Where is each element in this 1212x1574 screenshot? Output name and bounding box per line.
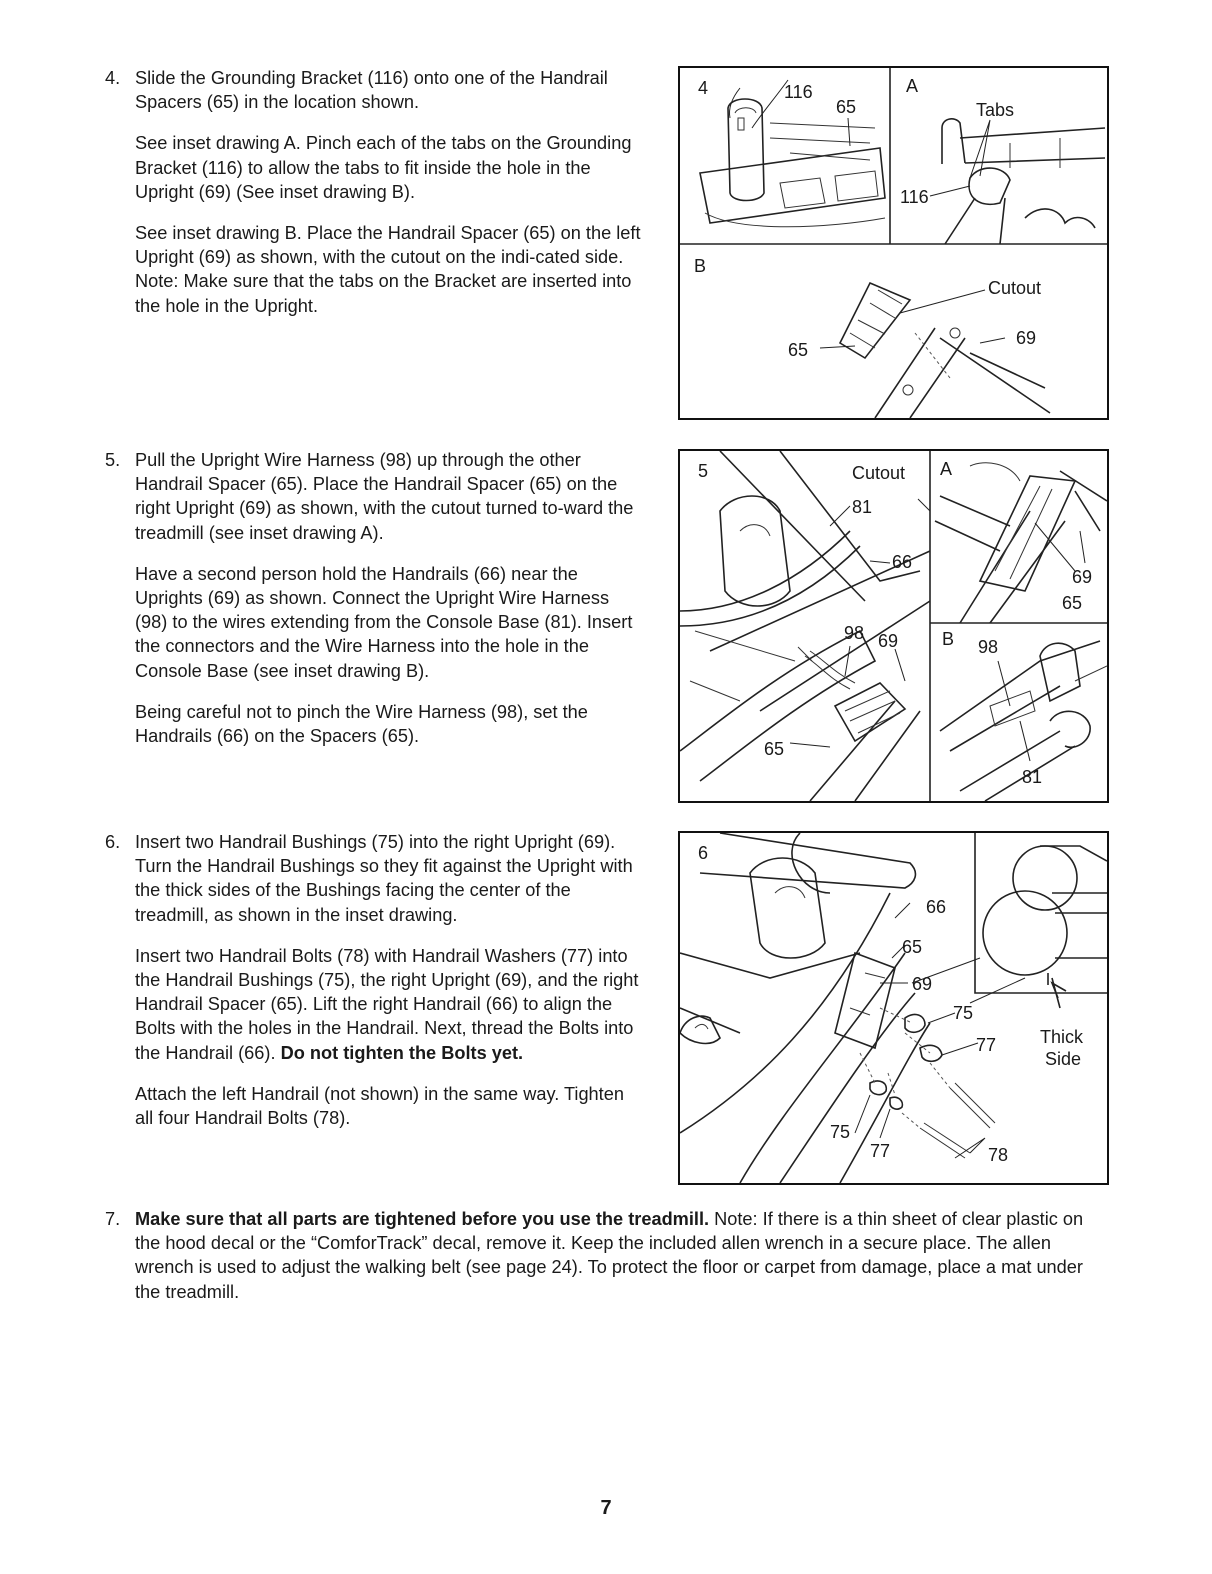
inset-label-a: A (906, 76, 919, 96)
step-paragraph: Being careful not to pinch the Wire Harness (98), set the Handrails (66) on the Spacers (65). (135, 701, 588, 747)
figure-step-label: 5 (698, 461, 709, 481)
step-text: Insert two Handrail Bolts (78) with Handrail Washers (77) into the Handrail Bushings (75), the right Upright (69), and the right Handrail Spacer (65). Lift the right Handrail (66) to align the Bolts with the holes in the Handrail. Next, thread the Bolts into the Handrail (66). (135, 945, 639, 1063)
callout-78: 78 (988, 1145, 1009, 1165)
step-paragraph (135, 1207, 1095, 1304)
step-paragraph: Slide the Grounding Bracket (116) onto one of the Handrail Spacers (65) in the location shown. (135, 68, 608, 113)
callout-98-inset: 98 (978, 637, 999, 657)
inset-label-b: B (942, 629, 955, 649)
step-text: Note: If there is a thin sheet of clear plastic on the hood decal or the “ComforTrack” decal, remove it. Keep the included allen wrench in a secure place. The allen wrench is used to adjust the walking belt (see page 24). To protect the floor or carpet from damage, place a mat under the treadmill. (135, 1209, 1084, 1302)
callout-65: 65 (764, 739, 785, 759)
warning-text: Make sure that all parts are tightened before you use the treadmill. (135, 1209, 710, 1229)
callout-77: 77 (976, 1035, 997, 1055)
callout-116-inset: 116 (900, 187, 929, 207)
callout-66: 66 (926, 897, 947, 917)
callout-66: 66 (892, 552, 913, 572)
callout-69: 69 (878, 631, 899, 651)
inset-label-b: B (694, 256, 707, 276)
callout-75-lower: 75 (830, 1122, 851, 1142)
step-6 (105, 830, 645, 1147)
callout-cutout: Cutout (988, 278, 1042, 298)
callout-65-inset: 65 (1062, 593, 1083, 613)
step-paragraph (135, 944, 645, 1065)
figure-step-4-drawing (680, 68, 1107, 418)
step-number: 7. (105, 1209, 121, 1229)
inset-label-a: A (940, 459, 953, 479)
figure-step-4 (678, 66, 1109, 420)
step-paragraph: See inset drawing B. Place the Handrail Spacer (65) on the left Upright (69) as shown, with the cutout on the indi-cated side. Note: Make sure that the tabs on the Bracket are inserted into the hole in the Upright. (135, 223, 641, 316)
callout-81: 81 (852, 497, 873, 517)
figure-step-label: 6 (698, 843, 709, 863)
figure-step-5 (678, 449, 1109, 803)
callout-77-lower: 77 (870, 1141, 891, 1161)
step-paragraph: See inset drawing A. Pinch each of the tabs on the Grounding Bracket (116) to allow the tabs to fit inside the hole in the Upright (69) (See inset drawing B). (135, 133, 632, 202)
figure-step-5-drawing (680, 451, 1107, 801)
step-number: 4. (105, 68, 121, 88)
callout-65: 65 (902, 937, 923, 957)
callout-69-inset: 69 (1072, 567, 1093, 587)
step-paragraph: Pull the Upright Wire Harness (98) up through the other Handrail Spacer (65). Place the Handrail Spacer (65) on the right Upright (69) as shown, with the cutout turned to-ward the treadmill (see inset drawing A). (135, 450, 634, 543)
thick-side-label: Side (1045, 1049, 1082, 1069)
step-paragraph: Insert two Handrail Bushings (75) into the right Upright (69). Turn the Handrail Bushings so they fit against the Upright with the thick sides of the Bushings facing the center of the treadmill, as shown in the inset drawing. (135, 832, 633, 925)
step-4 (105, 66, 645, 335)
callout-81-inset: 81 (1022, 767, 1043, 787)
step-paragraph: Have a second person hold the Handrails (66) near the Uprights (69) as shown. Connect the Upright Wire Harness (98) to the wires extending from the Console Base (81). Insert the connectors and the Wire Harness into the hole in the Console Base (see inset drawing B). (135, 563, 633, 681)
callout-69: 69 (1016, 328, 1037, 348)
callout-tabs: Tabs (976, 100, 1015, 120)
thick-side-label: Thick (1040, 1027, 1084, 1047)
page-number: 7 (600, 1497, 612, 1519)
figure-step-label: 4 (698, 78, 709, 98)
figure-step-6 (678, 831, 1109, 1185)
step-5 (105, 448, 645, 765)
step-number: 6. (105, 832, 121, 852)
callout-65-inset: 65 (788, 340, 809, 360)
callout-65: 65 (836, 97, 857, 117)
step-7 (105, 1207, 1095, 1304)
callout-98: 98 (844, 623, 865, 643)
callout-69: 69 (912, 974, 933, 994)
step-paragraph: Attach the left Handrail (not shown) in the same way. Tighten all four Handrail Bolts (78). (135, 1083, 624, 1129)
callout-75: 75 (953, 1003, 974, 1023)
figure-step-6-drawing (680, 833, 1107, 1183)
step-number: 5. (105, 450, 121, 470)
callout-cutout: Cutout (852, 463, 906, 483)
warning-text: Do not tighten the Bolts yet. (280, 1042, 524, 1063)
callout-116: 116 (784, 82, 813, 102)
